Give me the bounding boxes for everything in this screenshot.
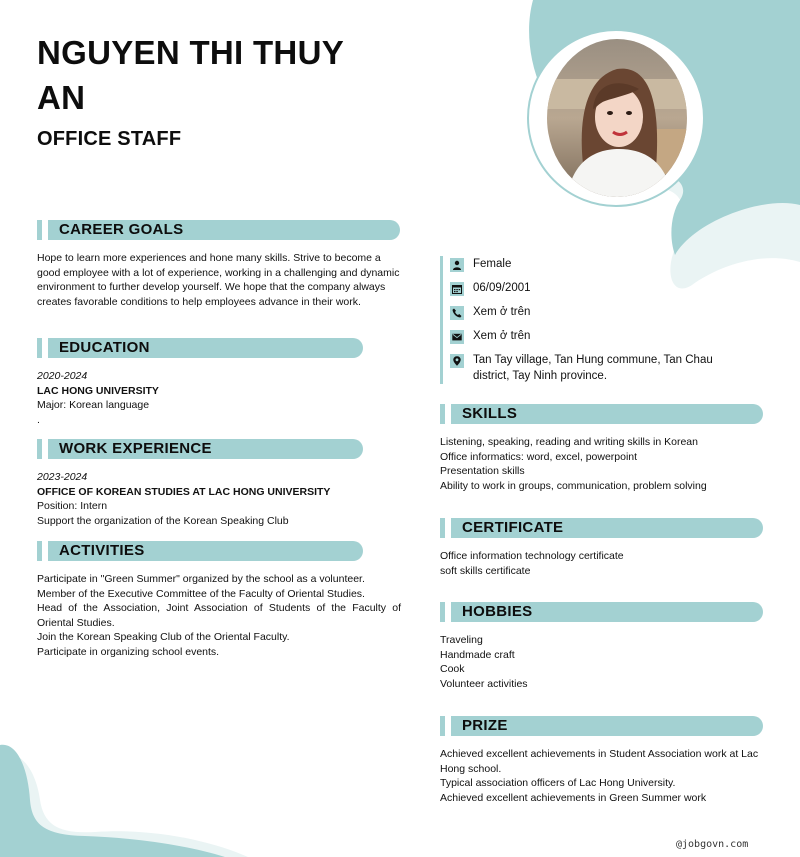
skill-item: Ability to work in groups, communication, problem solving [440,479,707,492]
skills-heading: SKILLS [462,405,518,422]
prize-header [440,716,763,736]
skill-item: Presentation skills [440,465,525,477]
career-goals-line: creates favorable conditions to help employees advance in their work. [37,295,361,308]
prize-item: Achieved excellent achievements in Student Association work at Lac [440,748,759,760]
work-period: 2023-2024 [37,471,88,483]
work-experience-heading: WORK EXPERIENCE [59,440,212,457]
prize-list [440,747,770,805]
prize-item: Hong school. [440,762,502,775]
bottom-left-blob-shadow [0,754,248,857]
dob-text: 06/09/2001 [473,282,531,294]
email-icon [450,330,464,344]
certificate-heading: CERTIFICATE [462,519,564,536]
education-heading: EDUCATION [59,339,150,356]
profile-photo [547,39,687,197]
calendar-icon [450,282,464,296]
address-line: district, Tay Ninh province. [473,370,608,382]
certificate-item: soft skills certificate [440,564,531,577]
skills-header [440,404,763,424]
skill-item: Listening, speaking, reading and writing skills in Korean [440,436,698,448]
work-organization: OFFICE OF KOREAN STUDIES AT LAC HONG UNIVERSITY [37,485,331,498]
skill-item: Office informatics: word, excel, powerpoint [440,450,638,463]
work-experience-header [37,439,363,459]
certificate-item: Office information technology certificate [440,550,624,562]
hobby-item: Volunteer activities [440,677,528,690]
education-school: LAC HONG UNIVERSITY [37,384,159,397]
education-note: . [37,413,40,426]
work-experience-entry [37,470,397,528]
location-pin-icon [450,354,464,368]
job-title: OFFICE STAFF [37,128,182,150]
hobby-item: Cook [440,663,465,675]
bottom-left-blob [0,745,225,857]
activities-heading: ACTIVITIES [59,542,145,559]
email-text: Xem ở trên [473,330,531,342]
hobbies-heading: HOBBIES [462,603,533,620]
career-goals-heading: CAREER GOALS [59,221,184,238]
education-period: 2020-2024 [37,370,88,382]
activity-item: Oriental Studies. [37,616,115,629]
phone-text: Xem ở trên [473,306,531,318]
skills-list [440,435,770,493]
address-text [473,352,743,384]
activities-header [37,541,363,561]
education-entry [37,369,397,427]
education-header [37,338,363,358]
work-position: Position: Intern [37,500,108,512]
career-goals-line: Hope to learn more experiences and hone many skills. Strive to become a [37,252,381,264]
career-goals-line: environment to further develop yourself. We hope that the company always [37,281,386,293]
hobbies-header [440,602,763,622]
certificate-list [440,549,770,578]
person-icon [450,258,464,272]
contact-accent-bar [440,256,443,384]
prize-item: Achieved excellent achievements in Green Summer work [440,791,707,804]
watermark: @jobgovn.com [676,839,749,850]
phone-icon [450,306,464,320]
career-goals-line: good employee with a lot of experience, working in a challenging and dynamic [37,266,400,279]
activities-list [37,572,401,659]
work-description: Support the organization of the Korean Speaking Club [37,514,289,527]
hobby-item: Traveling [440,634,483,646]
hobbies-list [440,633,770,691]
hobby-item: Handmade craft [440,648,515,661]
activity-item: Head of the Association, Joint Association of Students of the Faculty of [37,602,401,614]
address-line: Tan Tay village, Tan Hung commune, Tan Chau [473,354,713,366]
gender-text: Female [473,258,512,270]
activity-item: Participate in organizing school events. [37,645,220,658]
activity-item: Participate in "Green Summer" organized by the school as a volunteer. [37,573,365,585]
prize-item: Typical association officers of Lac Hong University. [440,777,676,789]
prize-heading: PRIZE [462,717,508,734]
full-name: NGUYEN THI THUY AN [37,34,344,116]
activity-item: Join the Korean Speaking Club of the Oriental Faculty. [37,631,290,643]
education-major: Major: Korean language [37,399,150,411]
career-goals-header [37,220,400,240]
certificate-header [440,518,763,538]
career-goals-text [37,251,402,309]
activity-item: Member of the Executive Committee of the Faculty of Oriental Studies. [37,587,365,600]
profile-photo-frame [527,29,705,207]
